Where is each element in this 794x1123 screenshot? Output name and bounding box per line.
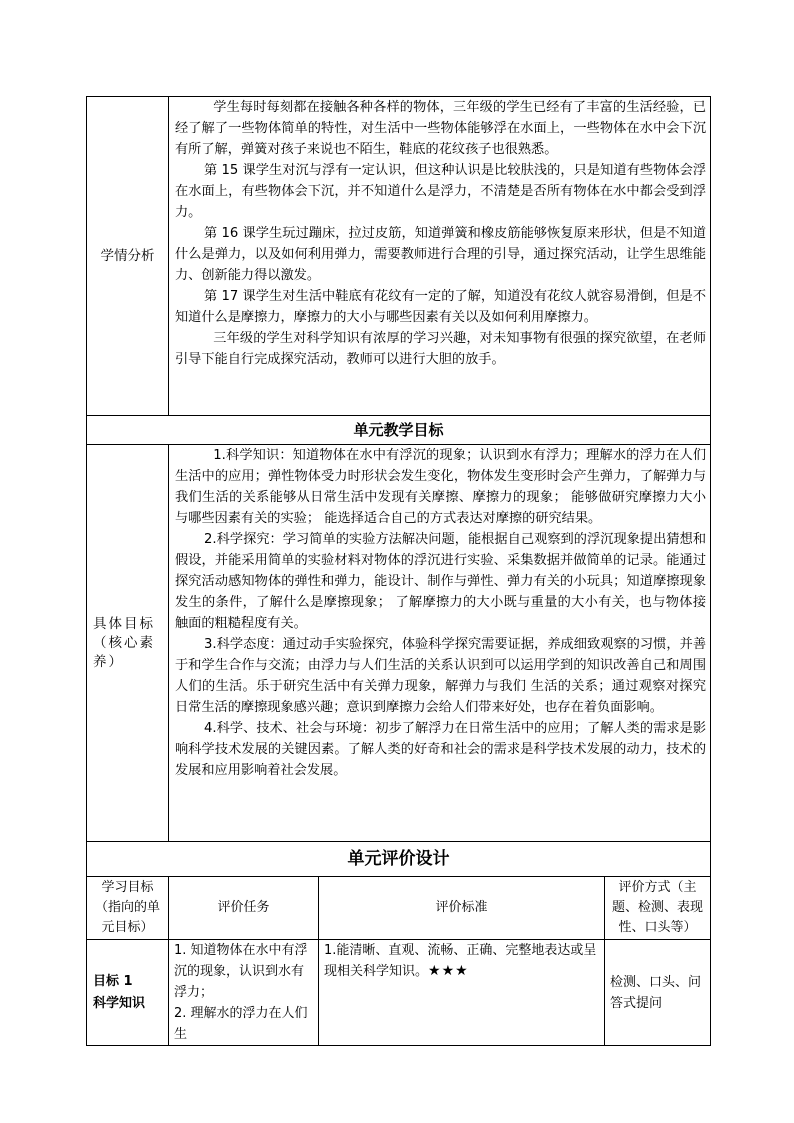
goals-label: 具体目标（核心素养） [87, 445, 169, 842]
analysis-paragraph: 学生每时每刻都在接触各种各样的物体，三年级的学生已经有了丰富的生活经验，已经了解了一些物体简单的特性，对生活中一些物体能够浮在水面上，一些物体在水中会下沉有所了解，弹簧对孩子来说也不陌生，鞋底的花纹孩子也很熟悉。 [175, 100, 707, 157]
eval-header-standard: 评价标准 [319, 877, 605, 940]
eval-task-item: 2. 理解水的浮力在人们生 [174, 1006, 308, 1042]
goals-section-row [87, 416, 711, 445]
analysis-paragraph: 三年级的学生对科学知识有浓厚的学习兴趣，对未知事物有很强的探究欲望，在老师引导下能自行完成探究活动，教师可以进行大胆的放手。 [175, 331, 707, 367]
eval-row-goal [87, 940, 169, 1046]
plan-table [86, 96, 711, 1046]
eval-goal-name: 科学知识 [93, 995, 146, 1011]
goal-paragraph: 4.科学、技术、社会与环境：初步了解浮力在日常生活中的应用；了解人类的需求是影响科学技术发展的关键因素。了解人类的好奇和社会的需求是科学技术发展的动力，技术的发展和应用影响着社会发展。 [175, 721, 707, 778]
goal-paragraph: 2.科学探究：学习简单的实验方法解决问题，能根据自己观察到的浮沉现象提出猜想和假设，并能采用简单的实验材料对物体的浮沉进行实验、采集数据并做简单的记录。能通过探究活动感知物体的弹性和弹力，能设计、制作与弹性、弹力有关的小玩具；知道摩擦现象发生的条件，了解什么是摩擦现象； 了解摩擦力的大小既与重量的大小有关，也与物体接触面的粗糙程度有关。 [175, 532, 707, 631]
analysis-content [169, 97, 711, 416]
eval-task-item: 1. 知道物体在水中有浮沉的现象，认识到水有浮力； [174, 943, 308, 1000]
eval-row [87, 940, 711, 1046]
eval-goal-number: 目标 1 [93, 973, 133, 989]
analysis-row [87, 97, 711, 416]
eval-header-goal: 学习目标（指向的单元目标） [87, 877, 169, 940]
goals-section-title: 单元教学目标 [87, 416, 711, 445]
goals-content [169, 445, 711, 842]
analysis-label: 学情分析 [87, 97, 169, 416]
eval-header-row [87, 877, 711, 940]
analysis-paragraph: 第 17 课学生对生活中鞋底有花纹有一定的了解，知道没有花纹人就容易滑倒，但是不知道什么是摩擦力，摩擦力的大小与哪些因素有关以及如何利用摩擦力。 [175, 289, 707, 325]
goal-paragraph: 1.科学知识：知道物体在水中有浮沉的现象；认识到水有浮力；理解水的浮力在人们生活中的应用；弹性物体受力时形状会发生变化，物体发生变形时会产生弹力，了解弹力与我们生活的关系能够从日常生活中发现有关摩擦、摩擦力的现象； 能够做研究摩擦力大小与哪些因素有关的实验； 能选择适合自己的方式表达对摩擦的研究结果。 [175, 448, 707, 526]
lesson-plan-document [86, 96, 710, 1046]
eval-standard-text: 1.能清晰、直观、流畅、正确、完整地表达或呈现相关科学知识。 [324, 943, 597, 979]
eval-section-title: 单元评价设计 [87, 842, 711, 877]
eval-row-task [169, 940, 319, 1046]
eval-section-row [87, 842, 711, 877]
eval-header-task: 评价任务 [169, 877, 319, 940]
rating-stars: ★★★ [428, 963, 469, 979]
eval-row-standard [319, 940, 605, 1046]
analysis-paragraph: 第 15 课学生对沉与浮有一定认识，但这种认识是比较肤浅的，只是知道有些物体会浮在水面上，有些物体会下沉，并不知道什么是浮力，不清楚是否所有物体在水中都会受到浮力。 [175, 163, 707, 220]
goal-paragraph: 3.科学态度：通过动手实验探究，体验科学探究需要证据，养成细致观察的习惯，并善于和学生合作与交流；由浮力与人们生活的关系认识到可以运用学到的知识改善自己和周围人们的生活。乐于研究生活中有关弹力现象，解弹力与我们 生活的关系；通过观察对探究日常生活的摩擦现象感兴趣；意识到摩擦力会给人们带来好处，也存在着负面影响。 [175, 637, 707, 715]
analysis-paragraph: 第 16 课学生玩过蹦床，拉过皮筋，知道弹簧和橡皮筋能够恢复原来形状，但是不知道什么是弹力，以及如何利用弹力，需要教师进行合理的引导，通过探究活动，让学生思维能力、创新能力得以激发。 [175, 226, 707, 283]
goals-row [87, 445, 711, 842]
eval-header-method: 评价方式（主题、检测、表现性、口头等） [605, 877, 711, 940]
eval-row-method: 检测、口头、问答式提问 [605, 940, 711, 1046]
